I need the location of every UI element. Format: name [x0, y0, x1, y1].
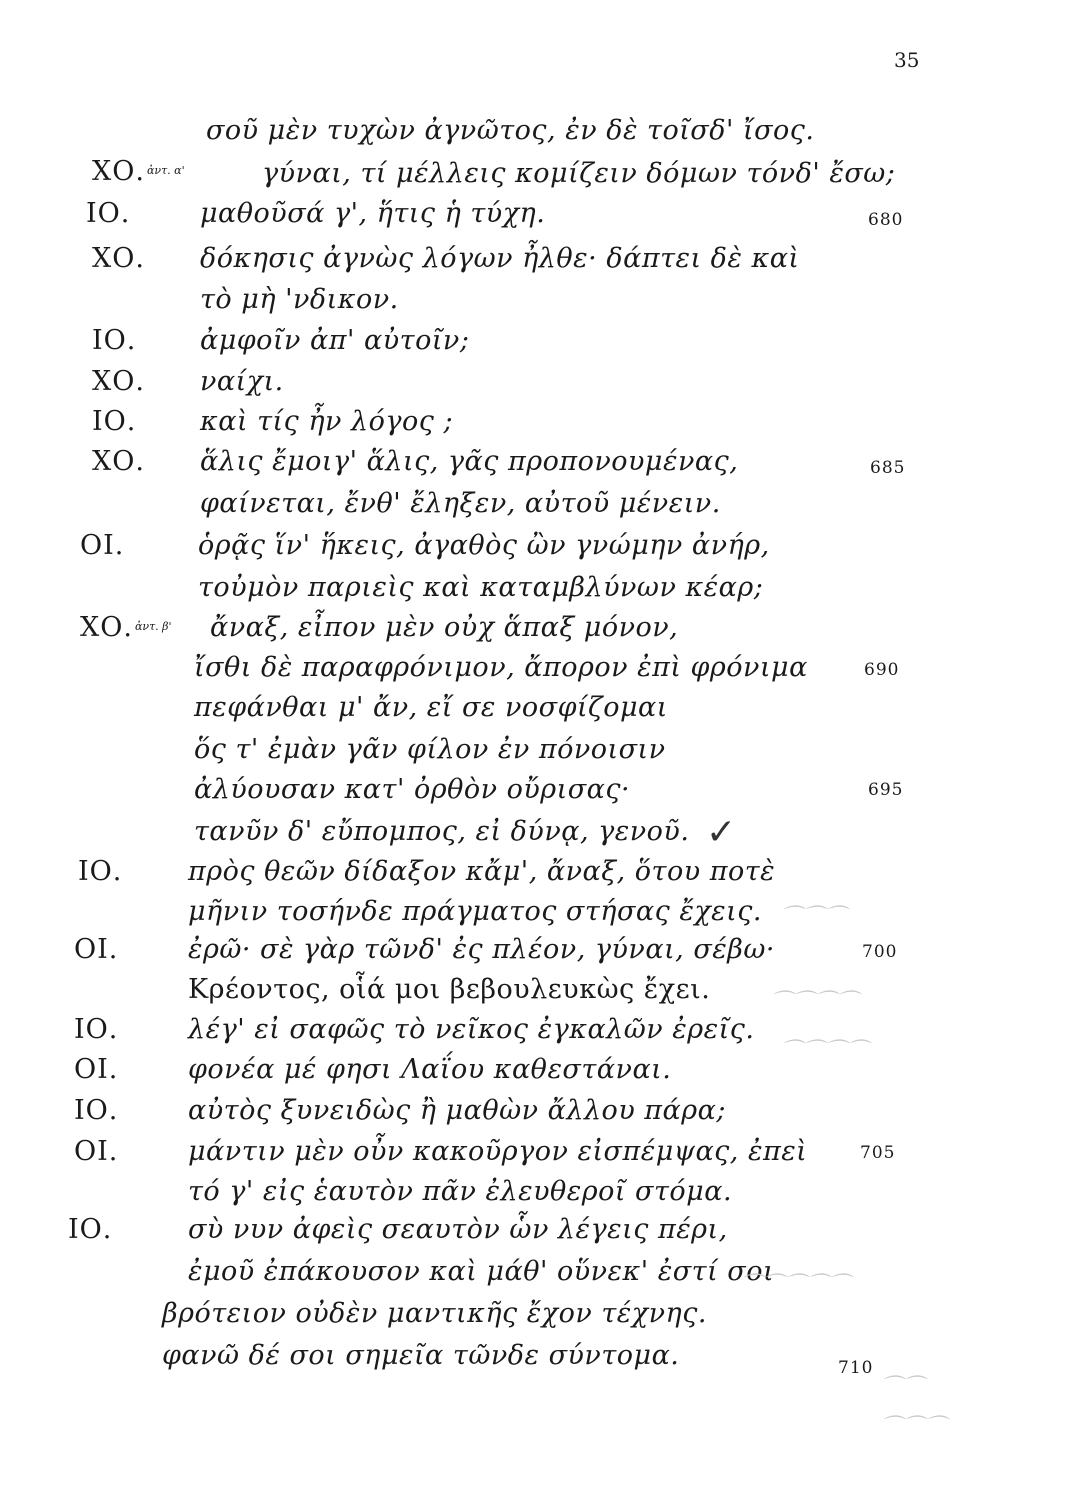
verse-line: ἐρῶ· σὲ γὰρ τῶνδ' ἐς πλέον, γύναι, σέβω· — [188, 934, 775, 965]
speaker-label: ΧΟ. — [92, 243, 145, 274]
speaker-note: ἀντ. α' — [146, 164, 185, 177]
verse-line: μαθοῦσά γ', ἥτις ἡ τύχη. — [200, 198, 546, 229]
speaker-note: ἀντ. β' — [134, 620, 172, 633]
speaker-label: ΙΟ. — [86, 198, 131, 229]
verse-line: σὺ νυν ἀφεὶς σεαυτὸν ὧν λέγεις πέρι, — [188, 1214, 728, 1245]
verse-line: τανῦν δ' εὔπομπος, εἰ δύνᾳ, γενοῦ. — [194, 816, 690, 847]
speaker-label: ΟΙ. — [74, 1054, 119, 1085]
verse-line: λέγ' εἰ σαφῶς τὸ νεῖκος ἐγκαλῶν ἐρεῖς. — [188, 1014, 755, 1045]
speaker-label: ΧΟ. $^{ἀ\nu\tau. \alpha'}$ — [92, 156, 185, 187]
line-number: 680 — [868, 210, 904, 230]
verse-line: ἀμφοῖν ἀπ' αὐτοῖν; — [200, 325, 470, 356]
faint-bleedthrough-mark: ⌒⌒⌒ — [880, 1415, 947, 1440]
verse-line: ὅς τ' ἐμὰν γᾶν φίλον ἐν πόνοισιν — [194, 734, 666, 765]
speaker-label: ΙΟ. — [74, 1014, 119, 1045]
verse-line: πρὸς θεῶν δίδαξον κἄμ', ἄναξ, ὅτου ποτὲ — [188, 856, 776, 887]
verse-line: καὶ τίς ἦν λόγος ; — [200, 406, 454, 437]
verse-line: ἀλύουσαν κατ' ὀρθὸν οὔρισας· — [194, 774, 631, 805]
verse-line: μῆνιν τοσήνδε πράγματος στήσας ἔχεις. — [188, 896, 762, 927]
line-number: 705 — [860, 1143, 896, 1163]
speaker-label: ΙΟ. — [74, 1095, 119, 1126]
speaker-label: ΟΙ. — [80, 530, 125, 561]
speaker-label: ΧΟ. — [92, 446, 145, 477]
speaker-label: ΙΟ. — [92, 406, 137, 437]
speaker-label: ΟΙ. — [74, 1136, 119, 1167]
verse-line: μάντιν μὲν οὖν κακοῦργον εἰσπέμψας, ἐπεὶ — [188, 1136, 808, 1167]
faint-bleedthrough-mark: ⌒⌒⌒⌒⌒ — [740, 1273, 851, 1298]
verse-line: ἅλις ἔμοιγ' ἅλις, γᾶς προπονουμένας, — [200, 446, 739, 477]
verse-line: ὁρᾷς ἵν' ἥκεις, ἀγαθὸς ὢν γνώμην ἀνήρ, — [198, 530, 770, 561]
page-number: 35 — [894, 48, 920, 72]
speaker-label: ΧΟ. — [92, 366, 145, 397]
verse-line: πεφάνθαι μ' ἄν, εἴ σε νοσφίζομαι — [194, 692, 668, 723]
speaker-label: ΧΟ. $^{ἀ\nu\tau. \beta'}$ — [80, 612, 172, 643]
verse-line: γύναι, τί μέλλεις κομίζειν δόμων τόνδ' ἔσω; — [262, 158, 896, 189]
verse-line: φαίνεται, ἔνθ' ἔληξεν, αὐτοῦ μένειν. — [200, 488, 721, 519]
speaker-label: ΙΟ. — [78, 856, 123, 887]
speaker-label: ΙΟ. — [92, 325, 137, 356]
verse-line: αὐτὸς ξυνειδὼς ἢ μαθὼν ἄλλου πάρα; — [188, 1095, 726, 1126]
faint-bleedthrough-mark: ⌒⌒⌒ — [780, 905, 847, 930]
line-number: 700 — [862, 942, 898, 962]
verse-line: βρότειον οὐδὲν μαντικῆς ἔχον τέχνης. — [162, 1298, 707, 1329]
verse-line: Κρέοντος, οἷά μοι βεβουλευκὼς ἔχει. — [188, 974, 711, 1005]
verse-line: δόκησις ἀγνὼς λόγων ἦλθε· δάπτει δὲ καὶ — [200, 243, 800, 274]
verse-line: ἴσθι δὲ παραφρόνιμον, ἄπορον ἐπὶ φρόνιμα — [194, 652, 808, 683]
verse-line: φανῶ δέ σοι σημεῖα τῶνδε σύντομα. — [162, 1340, 680, 1371]
speaker-label: ΟΙ. — [74, 934, 119, 965]
verse-line: ἐμοῦ ἐπάκουσον καὶ μάθ' οὕνεκ' ἐστί σοι — [188, 1256, 775, 1287]
verse-line: τοὐμὸν παριεὶς καὶ καταμβλύνων κέαρ; — [198, 572, 764, 603]
verse-line: τὸ μὴ 'νδικον. — [200, 284, 399, 315]
faint-bleedthrough-mark: ⌒⌒ — [880, 1375, 925, 1400]
checkmark-icon: ✓ — [706, 812, 737, 853]
line-number: 690 — [864, 660, 900, 680]
faint-bleedthrough-mark: ⌒⌒⌒⌒ — [780, 1039, 869, 1064]
verse-line: φονέα μέ φησι Λαΐου καθεστάναι. — [188, 1054, 672, 1085]
line-number: 695 — [868, 780, 904, 800]
verse-line: τό γ' εἰς ἑαυτὸν πᾶν ἐλευθεροῖ στόμα. — [188, 1176, 733, 1207]
line-number: 710 — [838, 1358, 874, 1378]
line-number: 685 — [870, 458, 906, 478]
verse-line: σοῦ μὲν τυχὼν ἀγνῶτος, ἐν δὲ τοῖσδ' ἴσος. — [206, 115, 815, 146]
speaker-label: ΙΟ. — [68, 1214, 113, 1245]
verse-line: ἄναξ, εἶπον μὲν οὐχ ἅπαξ μόνον, — [210, 612, 679, 643]
verse-line: ναίχι. — [200, 366, 284, 397]
faint-bleedthrough-mark: ⌒⌒⌒⌒ — [770, 990, 859, 1015]
